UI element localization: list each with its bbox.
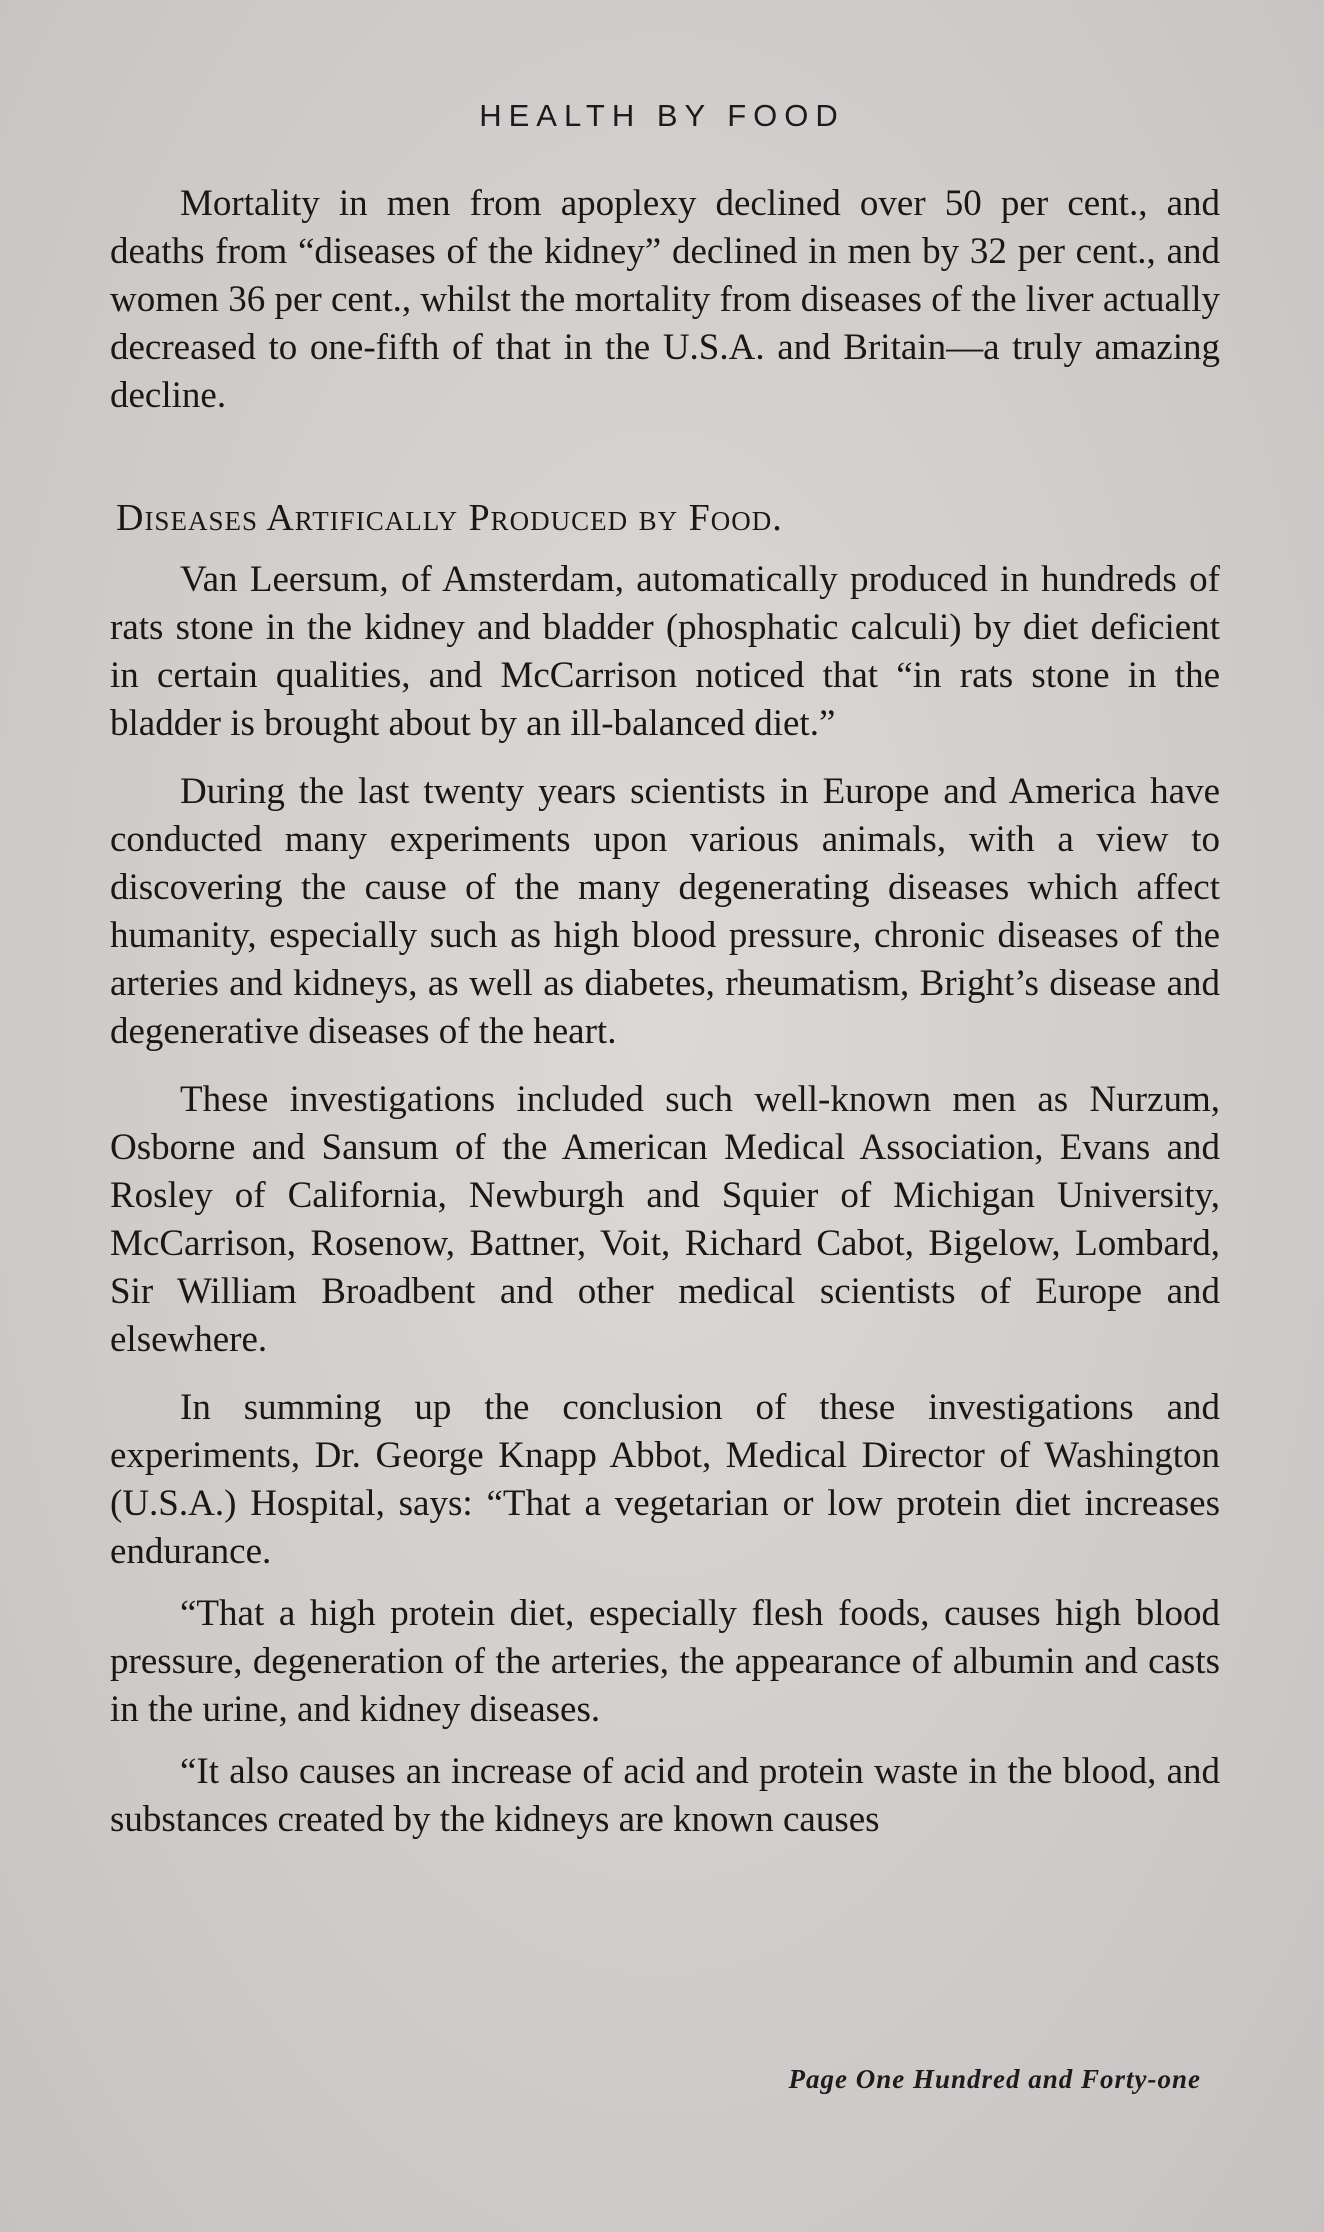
paragraph-acid-waste: “It also causes an increase of acid and protein waste in the blood, and substances created by the kidneys are known causes [110, 1751, 1220, 1840]
page-number: Page One Hundred and Forty-one [788, 2064, 1201, 2094]
section-heading: Diseases Artifically Produced by Food. [116, 497, 783, 539]
running-head: HEALTH BY FOOD [479, 98, 845, 133]
body-text [110, 180, 1220, 1844]
paragraph-summing-up: In summing up the conclusion of these investigations and experiments, Dr. George Knapp Abbot, Medical Director of Washington (U.S.A.) Hospital, says: “That a vegetarian or low protein diet increases endurance. [110, 1387, 1220, 1572]
paragraph-van-leersum: Van Leersum, of Amsterdam, automatically produced in hundreds of rats stone in the kidney and bladder (phosphatic calculi) by diet deficient in certain qualities, and McCarrison noticed that “in rats stone in the bladder is brought about by an ill-balanced diet.” [110, 559, 1220, 744]
paragraph-mortality: Mortality in men from apoplexy declined over 50 per cent., and deaths from “diseases of the kidney” declined in men by 32 per cent., and women 36 per cent., whilst the mortality from diseases of the liver actually decreased to one-fifth of that in the U.S.A. and Britain—a truly amazing decline. [110, 183, 1220, 416]
paragraph-high-protein: “That a high protein diet, especially flesh foods, causes high blood pressure, degeneration of the arteries, the appearance of albumin and casts in the urine, and kidney diseases. [110, 1593, 1220, 1730]
paragraph-investigations: These investigations included such well-known men as Nurzum, Osborne and Sansum of the American Medical Association, Evans and Rosley of California, Newburgh and Squier of Michigan University, McCarrison, Rosenow, Battner, Voit, Richard Cabot, Bigelow, Lombard, Sir William Broadbent and other medical scientists of Europe and elsewhere. [110, 1079, 1220, 1360]
paragraph-scientists: During the last twenty years scientists in Europe and America have conducted many experiments upon various animals, with a view to discovering the cause of the many degenerating diseases which affect humanity, especially such as high blood pressure, chronic diseases of the arteries and kidneys, as well as diabetes, rheumatism, Bright’s disease and degenerative diseases of the heart. [110, 771, 1220, 1052]
